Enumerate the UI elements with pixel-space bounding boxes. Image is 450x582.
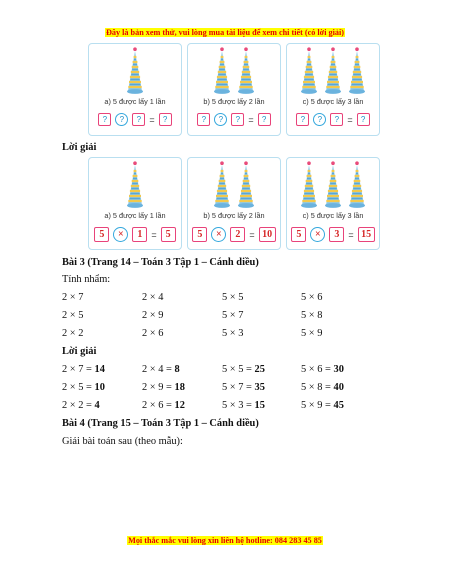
problem-cell: 2 × 7 (62, 292, 84, 303)
answer-box: ? (132, 113, 145, 126)
equals-sign: = (149, 114, 155, 125)
picture-caption: c) 5 được lấy 3 lần (302, 97, 364, 106)
solution-cell: 5 × 5 = 25 (222, 364, 265, 375)
factor-box: 5 (192, 227, 207, 242)
solved-equation (89, 227, 181, 242)
solution-heading: Lời giải (62, 346, 97, 357)
solution-row (62, 382, 392, 396)
solution-cell: 5 × 7 = 35 (222, 382, 265, 393)
problem-cell: 2 × 2 (62, 328, 84, 339)
problem-cell: 2 × 5 (62, 310, 84, 321)
solution-cell: 5 × 8 = 40 (301, 382, 344, 393)
blank-equation (188, 113, 280, 126)
picture-caption: a) 5 được lấy 1 lần (104, 97, 166, 106)
result-box: 15 (358, 227, 375, 242)
operator-circle: ? (115, 113, 128, 126)
blank-equation (89, 113, 181, 126)
solution-picture-row (88, 157, 380, 250)
exercise-4-title: Bài 4 (Trang 15 – Toán 3 Tập 1 – Cánh diều) (62, 418, 259, 429)
problem-row (62, 292, 392, 306)
operator-circle: ? (214, 113, 227, 126)
answer-box: ? (330, 113, 343, 126)
solution-cell: 2 × 7 = 14 (62, 364, 105, 375)
equals-sign: = (248, 114, 254, 125)
picture-panel-c (286, 43, 380, 136)
cone-stack-icon (299, 161, 319, 209)
solution-row (62, 400, 392, 414)
solved-equation (188, 227, 280, 242)
picture-panel-a (88, 43, 182, 136)
picture-caption: a) 5 được lấy 1 lần (104, 211, 166, 220)
solution-cell: 2 × 5 = 10 (62, 382, 105, 393)
equals-sign: = (151, 229, 157, 240)
operator-circle: × (113, 227, 128, 242)
answer-box: ? (197, 113, 210, 126)
solution-cell: 2 × 2 = 4 (62, 400, 100, 411)
problem-cell: 5 × 7 (222, 310, 244, 321)
problem-row (62, 328, 392, 342)
operator-circle: × (211, 227, 226, 242)
solution-row (62, 364, 392, 378)
cone-stack-icon (347, 47, 367, 95)
picture-caption: b) 5 được lấy 2 lần (203, 211, 265, 220)
answer-box: ? (357, 113, 370, 126)
cone-stack-icon (212, 47, 232, 95)
cone-stack-icon (236, 161, 256, 209)
answer-box: ? (98, 113, 111, 126)
picture-caption: c) 5 được lấy 3 lần (302, 211, 364, 220)
cone-stack-icon (125, 47, 145, 95)
factor-box: 1 (132, 227, 147, 242)
cone-stack-icon (323, 161, 343, 209)
picture-panel-b (187, 157, 281, 250)
picture-panel-a (88, 157, 182, 250)
operator-circle: ? (313, 113, 326, 126)
problem-cell: 2 × 6 (142, 328, 164, 339)
factor-box: 3 (329, 227, 344, 242)
cone-stack-icon (299, 47, 319, 95)
answer-box: ? (231, 113, 244, 126)
result-box: 5 (161, 227, 176, 242)
problem-cell: 5 × 6 (301, 292, 323, 303)
solution-cell: 5 × 3 = 15 (222, 400, 265, 411)
picture-panel-b (187, 43, 281, 136)
problem-cell: 5 × 8 (301, 310, 323, 321)
operator-circle: × (310, 227, 325, 242)
problem-row (62, 310, 392, 324)
cone-stack-icon (125, 161, 145, 209)
solution-cell: 2 × 9 = 18 (142, 382, 185, 393)
exercise-3-instruction: Tính nhẩm: (62, 274, 111, 285)
solution-cell: 2 × 4 = 8 (142, 364, 180, 375)
solution-cell: 2 × 6 = 12 (142, 400, 185, 411)
problem-cell: 5 × 9 (301, 328, 323, 339)
cone-stack-icon (212, 161, 232, 209)
cone-stack-icon (236, 47, 256, 95)
problem-cell: 2 × 9 (142, 310, 164, 321)
cone-stack-icon (323, 47, 343, 95)
solution-heading: Lời giải (62, 142, 97, 153)
problem-cell: 5 × 5 (222, 292, 244, 303)
problem-cell: 5 × 3 (222, 328, 244, 339)
hotline-banner: Mọi thắc mắc vui lòng xin liên hệ hotline: 084 283 45 85 (128, 536, 322, 545)
solved-equation (287, 227, 379, 242)
blank-equation (287, 113, 379, 126)
result-box: 10 (259, 227, 276, 242)
picture-panel-c (286, 157, 380, 250)
equals-sign: = (249, 229, 255, 240)
picture-caption: b) 5 được lấy 2 lần (203, 97, 265, 106)
equals-sign: = (348, 229, 354, 240)
cone-stack-icon (347, 161, 367, 209)
preview-banner: Đây là bản xem thử, vui lòng mua tài liệu để xem chi tiết (có lời giải) (105, 28, 344, 37)
factor-box: 2 (230, 227, 245, 242)
answer-box: ? (159, 113, 172, 126)
equals-sign: = (347, 114, 353, 125)
problem-cell: 2 × 4 (142, 292, 164, 303)
exercise-picture-row (88, 43, 380, 136)
solution-cell: 5 × 6 = 30 (301, 364, 344, 375)
answer-box: ? (296, 113, 309, 126)
factor-box: 5 (291, 227, 306, 242)
solution-cell: 5 × 9 = 45 (301, 400, 344, 411)
exercise-3-title: Bài 3 (Trang 14 – Toán 3 Tập 1 – Cánh diều) (62, 257, 259, 268)
answer-box: ? (258, 113, 271, 126)
factor-box: 5 (94, 227, 109, 242)
exercise-4-instruction: Giải bài toán sau (theo mẫu): (62, 436, 183, 447)
